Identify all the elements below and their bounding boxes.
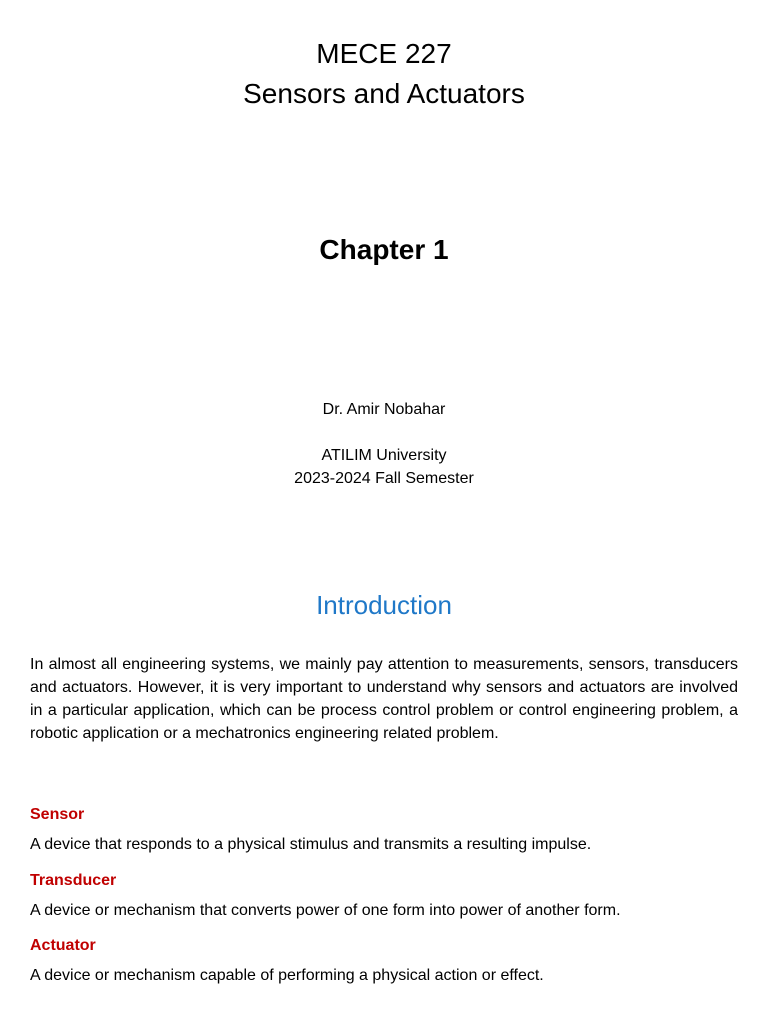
course-name: Sensors and Actuators [243, 78, 525, 109]
spacer [0, 421, 768, 444]
author-block [0, 398, 768, 490]
definition-text: A device or mechanism capable of performing a physical action or effect. [30, 967, 544, 984]
introduction-heading: Introduction [316, 590, 452, 620]
chapter-title: Chapter 1 [319, 234, 449, 265]
definition-text: A device or mechanism that converts power of one form into power of another form. [30, 902, 621, 919]
definition-text: A device that responds to a physical stimulus and transmits a resulting impulse. [30, 836, 592, 853]
definition-term: Actuator [30, 937, 96, 954]
introduction-paragraph: In almost all engineering systems, we mainly pay attention to measurements, sensors, transducers and actuators. However, it is very important to understand why sensors and actuators are involved in a particular application, which can be process control problem or control engineering problem, a robotic application or a mechatronics engineering related problem. [30, 656, 738, 742]
definition-term: Sensor [30, 806, 85, 823]
author-name: Dr. Amir Nobahar [322, 401, 446, 418]
university-name: ATILIM University [321, 447, 447, 464]
definition-term: Transducer [30, 872, 117, 889]
definition-transducer [30, 870, 738, 922]
definition-sensor [30, 804, 738, 856]
course-title [0, 34, 768, 114]
definition-actuator [30, 935, 738, 987]
semester: 2023-2024 Fall Semester [294, 470, 474, 487]
course-code: MECE 227 [316, 38, 452, 69]
